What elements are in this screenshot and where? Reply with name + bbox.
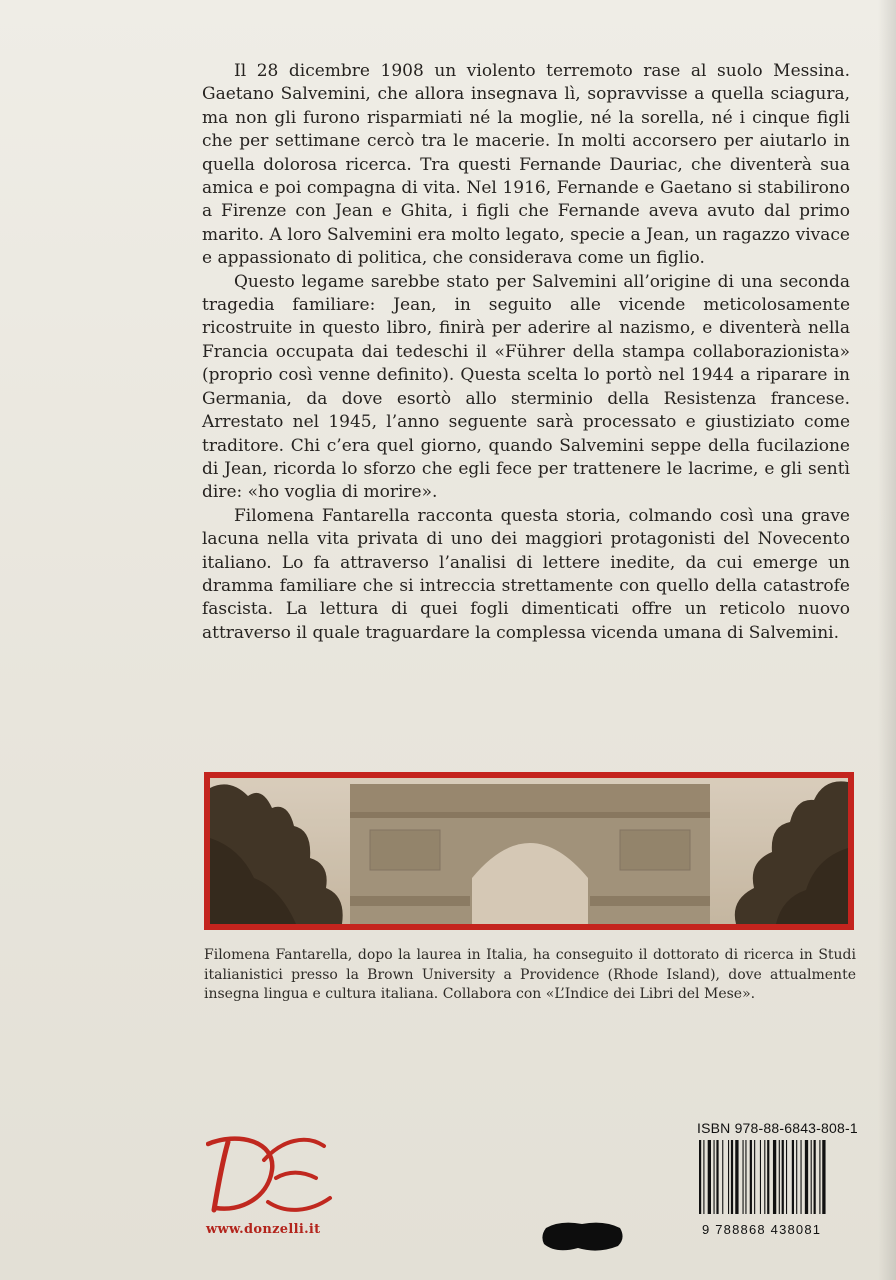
publisher-url: www.donzelli.it: [206, 1222, 321, 1237]
barcode-bar: [735, 1140, 738, 1214]
barcode-bar: [819, 1140, 820, 1214]
barcode-bar: [708, 1140, 711, 1214]
barcode-bar: [764, 1140, 765, 1214]
barcode-bar: [801, 1140, 802, 1214]
barcode-bar: [743, 1140, 744, 1214]
barcode-bar: [731, 1140, 733, 1214]
barcode-bar: [754, 1140, 755, 1214]
barcode-bar: [722, 1140, 723, 1214]
barcode-digits: 9 788868 438081: [702, 1222, 822, 1237]
barcode-bar: [796, 1140, 797, 1214]
barcode-bar: [779, 1140, 780, 1214]
arch-photo-image: [210, 778, 848, 924]
barcode-bar: [792, 1140, 794, 1214]
author-bio-text: Filomena Fantarella, dopo la laurea in Italia, ha conseguito il dottorato di ricerca in Studi italianistici presso la Brown University a Providence (Rhode Island), dove attualmente insegna lingua e cultura italiana. Collabora con «L’Indice dei Libri del Mese».: [204, 947, 856, 1002]
barcode-bar: [714, 1140, 715, 1214]
blurb-paragraph-3: Filomena Fantarella racconta questa storia, colmando così una grave lacuna nella vita privata di uno dei maggiori protagonisti del Novecento italiano. Lo fa attraverso l’analisi di lettere inedite, da cui emerge un dramma familiare che si intreccia strettamente con quello della catastrofe fascista. La lettura di quei fogli dimenticati offre un reticolo nuovo attraverso il quale traguardare la complessa vicenda umana di Salvemini.: [202, 505, 850, 643]
isbn-label: ISBN 978-88-6843-808-1: [697, 1120, 858, 1136]
barcode-bar: [773, 1140, 776, 1214]
logo-mark: [206, 1126, 336, 1218]
barcode-bar: [728, 1140, 729, 1214]
blurb-paragraph-2: Questo legame sarebbe stato per Salvemini all’origine di una seconda tragedia familiare: Jean, in seguito alle vicende meticolosamente ricostruite in questo libro, finirà per aderire al nazismo, e diventerà nella Francia occupata dai tedeschi il «Führer della stampa collaborazionista» (proprio così venne definito). Questa scelta lo portò nel 1944 a riparare in Germania, da dove esortò allo sterminio della Resistenza francese. Arrestato nel 1945, l’anno seguente sarà processato e giustiziato come traditore. Chi c’era quel giorno, quando Salvemini seppe della fucilazione di Jean, ricorda lo sforzo che egli fece per trattenere le lacrime, e gli sentì dire: «ho voglia di morire».: [202, 271, 850, 503]
barcode-bar: [750, 1140, 752, 1214]
barcode-bar: [814, 1140, 816, 1214]
barcode-bar: [811, 1140, 812, 1214]
barcode-bar: [782, 1140, 784, 1214]
barcode-icon: [697, 1140, 860, 1214]
ink-blot: [540, 1218, 624, 1252]
barcode-bar: [699, 1140, 701, 1214]
barcode-bar: [822, 1140, 825, 1214]
barcode-bar: [805, 1140, 808, 1214]
blurb: [202, 60, 850, 645]
arch-photo: [204, 772, 854, 930]
author-bio: [204, 946, 856, 1005]
barcode-bar: [760, 1140, 761, 1214]
barcode-bar: [716, 1140, 718, 1214]
blurb-paragraph-1: Il 28 dicembre 1908 un violento terremoto rase al suolo Messina. Gaetano Salvemini, che allora insegnava lì, sopravvisse a quella sciagura, ma non gli furono risparmiati né la moglie, né la sorella, né i cinque figli che per settimane cercò tra le macerie. In molti accorsero per aiutarlo in quella dolorosa ricerca. Tra questi Fernande Dauriac, che diventerà sua amica e poi compagna di vita. Nel 1916, Fernande e Gaetano si stabilirono a Firenze con Jean e Ghita, i figli che Fernande aveva avuto dal primo marito. A loro Salvemini era molto legato, specie a Jean, un ragazzo vivace e appassionato di politica, che considerava come un figlio.: [202, 61, 850, 269]
barcode-bar: [703, 1140, 704, 1214]
barcode-bar: [745, 1140, 746, 1214]
barcode-bar: [767, 1140, 769, 1214]
barcode-bar: [786, 1140, 787, 1214]
donzelli-logo-icon: [206, 1126, 336, 1218]
